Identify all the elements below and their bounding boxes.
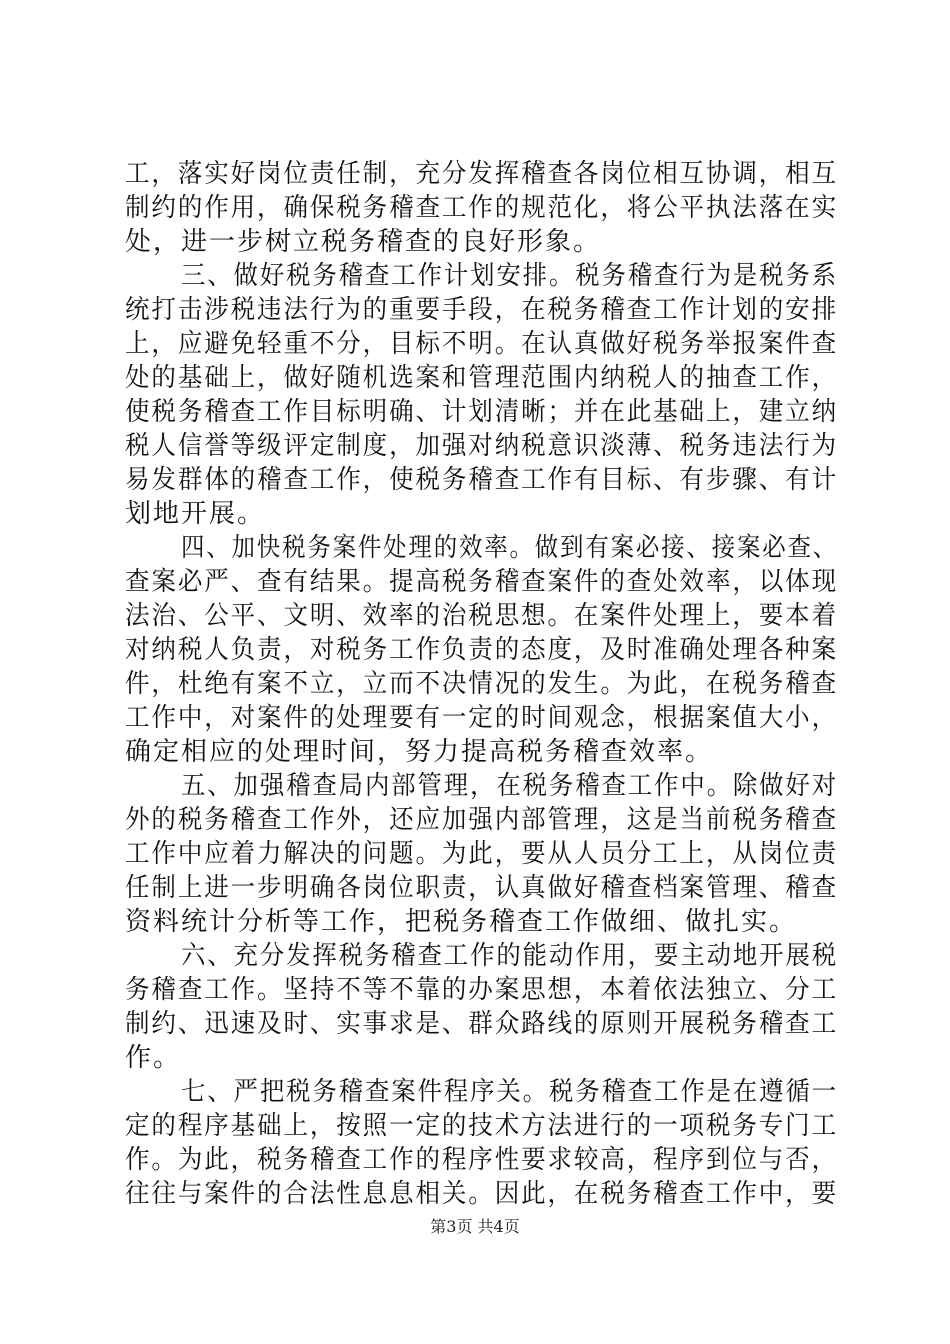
text-line: 易发群体的稽查工作，使税务稽查工作有目标、有步骤、有计 <box>125 465 838 495</box>
text-line: 资料统计分析等工作，把税务稽查工作做细、做扎实。 <box>125 907 798 937</box>
text-line: 处，进一步树立税务稽查的良好形象。 <box>125 227 602 257</box>
text-line: 作。为此，税务稽查工作的程序性要求较高，程序到位与否， <box>125 1145 838 1175</box>
text-line: 五、加强稽查局内部管理，在税务稽查工作中。除做好对 <box>181 771 839 801</box>
text-line: 四、加快税务案件处理的效率。做到有案必接、接案必查、 <box>181 533 839 563</box>
text-line: 税人信誉等级评定制度，加强对纳税意识淡薄、税务违法行为 <box>125 431 838 461</box>
text-line: 处的基础上，做好随机选案和管理范围内纳税人的抽查工作， <box>125 363 838 393</box>
text-line: 确定相应的处理时间，努力提高税务稽查效率。 <box>125 737 714 767</box>
text-line: 统打击涉税违法行为的重要手段，在税务稽查工作计划的安排 <box>125 295 838 325</box>
text-line: 三、做好税务稽查工作计划安排。税务稽查行为是税务系 <box>181 261 839 291</box>
text-line: 制约、迅速及时、实事求是、群众路线的原则开展税务稽查工 <box>125 1009 838 1039</box>
page-footer: 第3页 共4页 <box>430 1217 520 1236</box>
text-line: 查案必严、查有结果。提高税务稽查案件的查处效率，以体现 <box>125 567 838 597</box>
text-line: 制约的作用，确保税务稽查工作的规范化，将公平执法落在实 <box>125 193 838 223</box>
text-line: 作。 <box>125 1043 182 1073</box>
text-line: 定的程序基础上，按照一定的技术方法进行的一项税务专门工 <box>125 1111 838 1141</box>
text-line: 外的税务稽查工作外，还应加强内部管理，这是当前税务稽查 <box>125 805 838 835</box>
text-line: 工作中，对案件的处理要有一定的时间观念，根据案值大小， <box>125 703 838 733</box>
text-line: 工，落实好岗位责任制，充分发挥稽查各岗位相互协调，相互 <box>125 159 838 189</box>
text-line: 往往与案件的合法性息息相关。因此，在税务稽查工作中，要 <box>125 1179 838 1209</box>
text-line: 划地开展。 <box>125 499 266 529</box>
text-line: 六、充分发挥税务稽查工作的能动作用，要主动地开展税 <box>181 941 839 971</box>
text-line: 件，杜绝有案不立，立而不决情况的发生。为此，在税务稽查 <box>125 669 838 699</box>
text-line: 务稽查工作。坚持不等不靠的办案思想，本着依法独立、分工 <box>125 975 838 1005</box>
text-line: 工作中应着力解决的问题。为此，要从人员分工上，从岗位责 <box>125 839 838 869</box>
text-line: 上，应避免轻重不分，目标不明。在认真做好税务举报案件查 <box>125 329 838 359</box>
text-line: 任制上进一步明确各岗位职责，认真做好稽查档案管理、稽查 <box>125 873 838 903</box>
text-line: 法治、公平、文明、效率的治税思想。在案件处理上，要本着 <box>125 601 838 631</box>
text-line: 使税务稽查工作目标明确、计划清晰；并在此基础上，建立纳 <box>125 397 838 427</box>
text-line: 七、严把税务稽查案件程序关。税务稽查工作是在遵循一 <box>181 1077 839 1107</box>
text-line: 对纳税人负责，对税务工作负责的态度，及时准确处理各种案 <box>125 635 838 665</box>
